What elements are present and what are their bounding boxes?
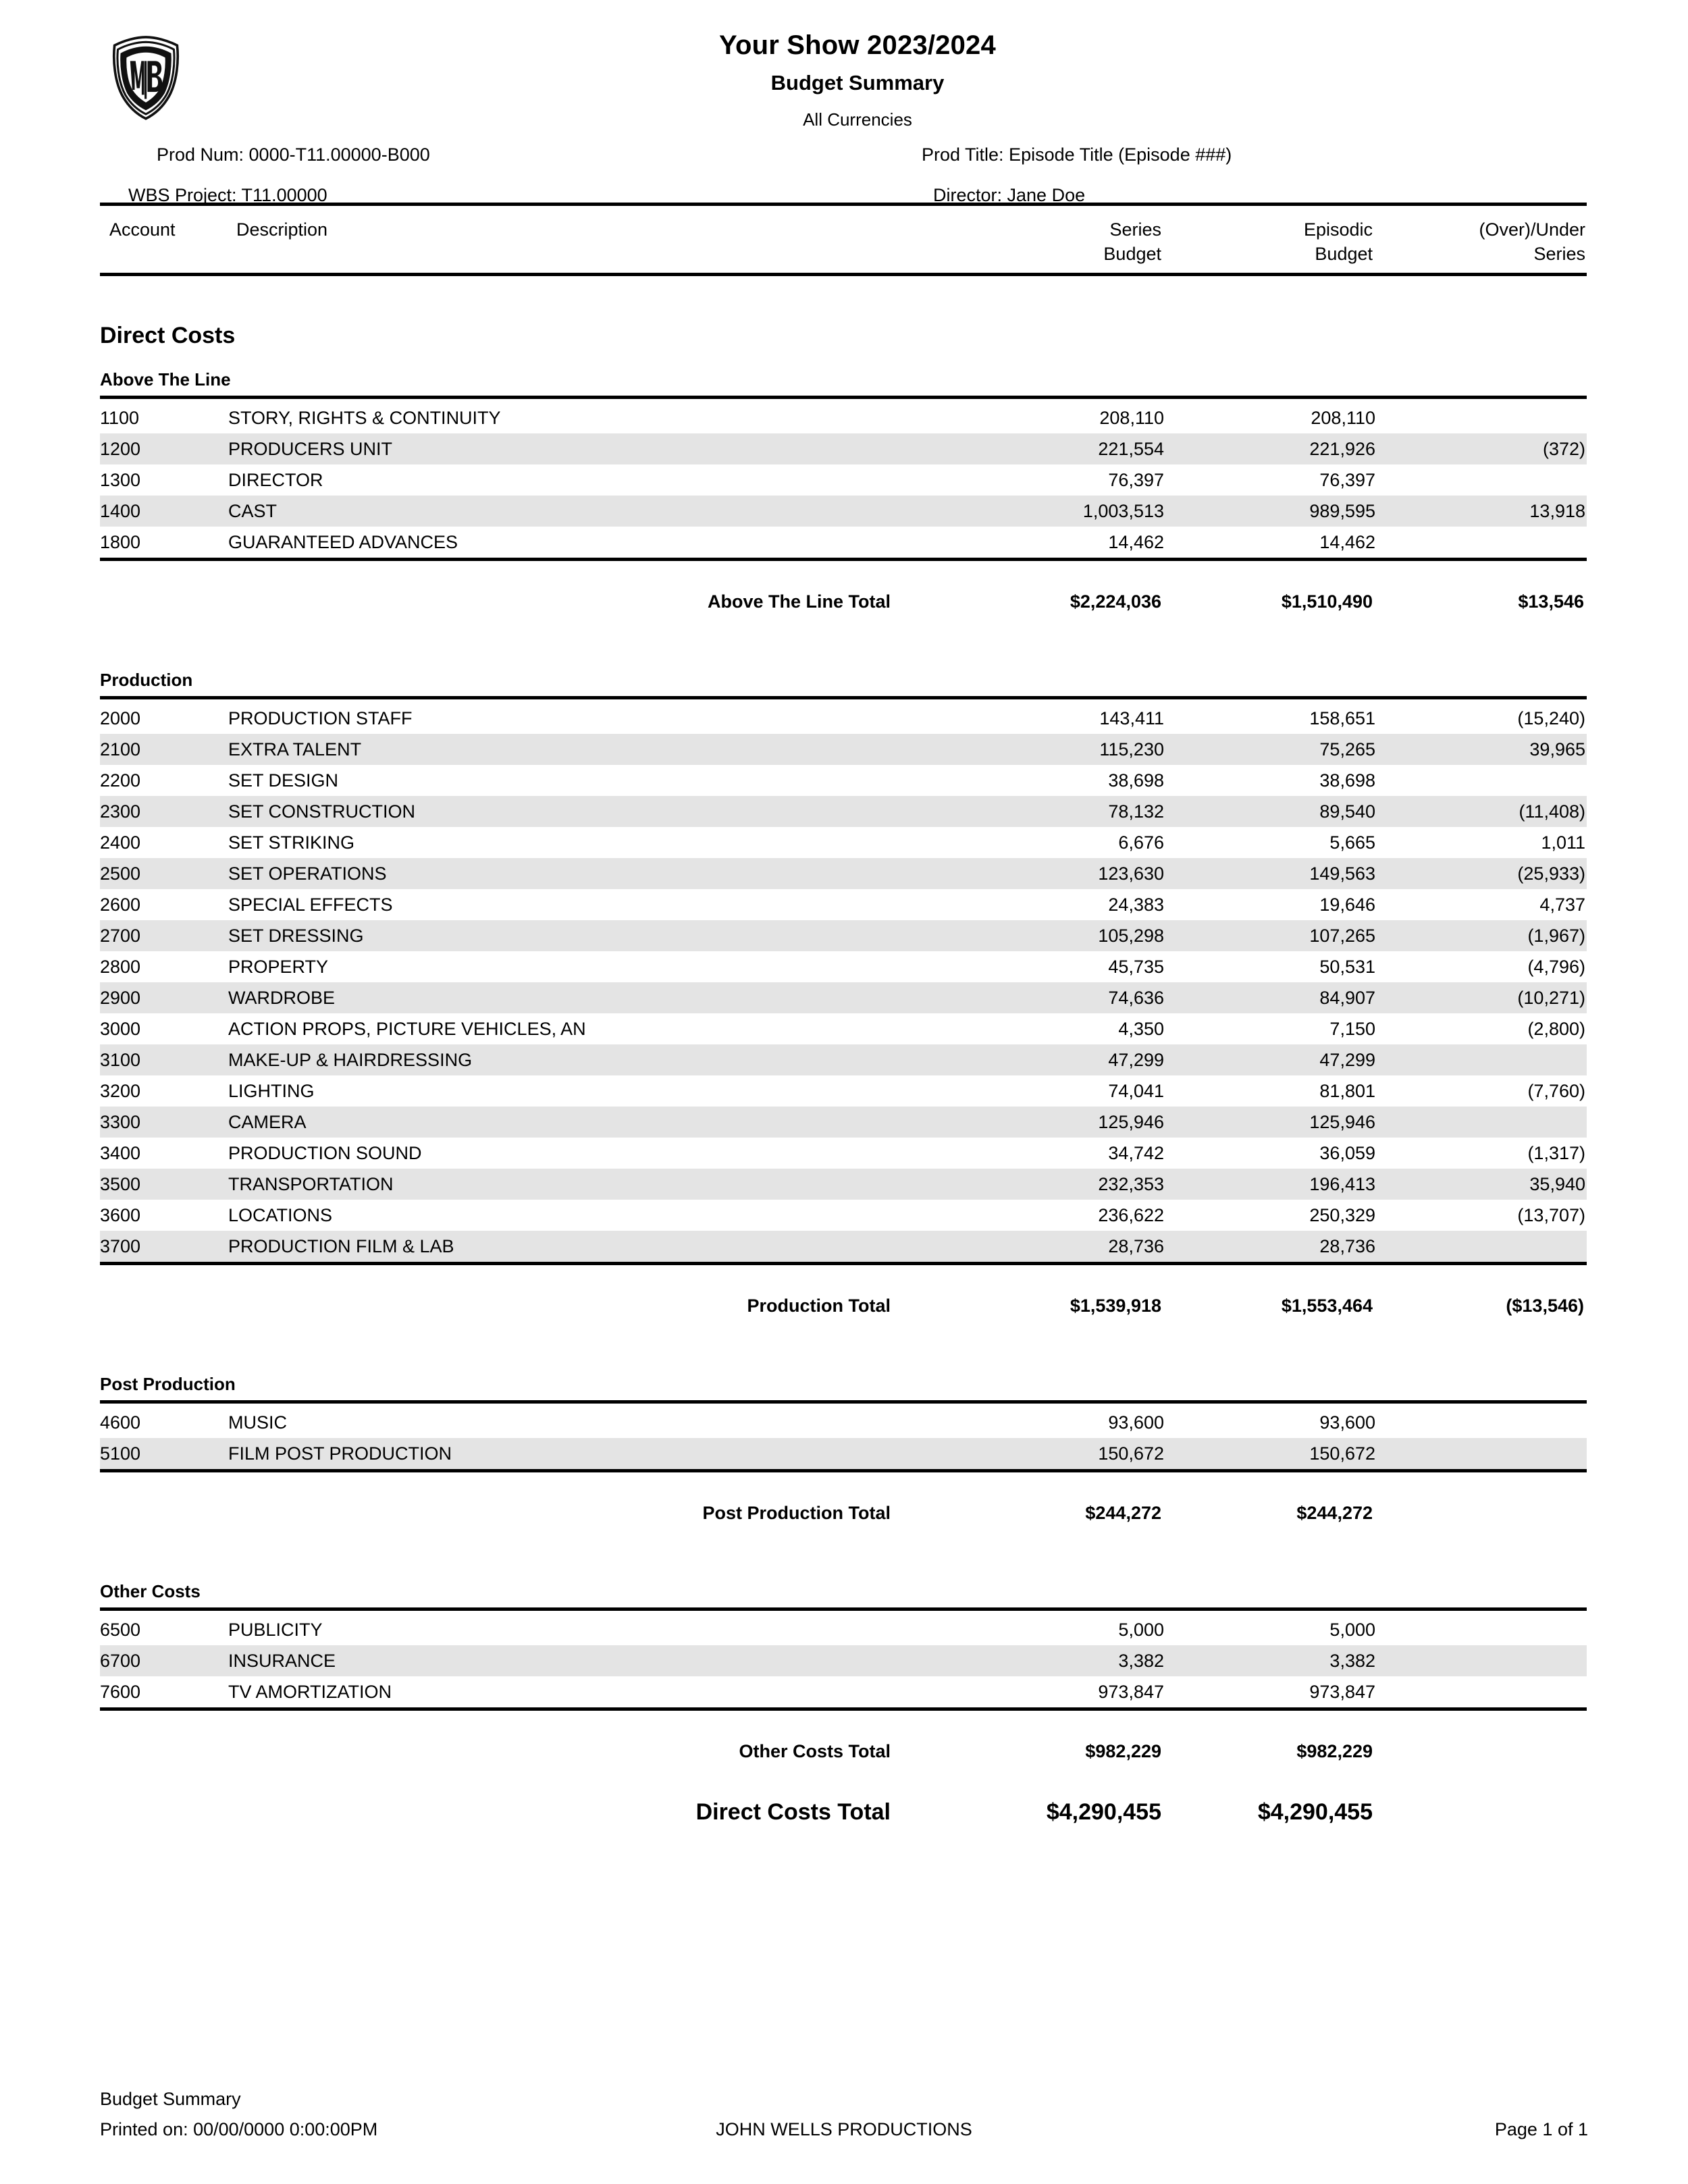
grand-total-over-under <box>1375 1778 1587 1838</box>
grand-total-row <box>100 1778 1587 1838</box>
cell-account: 2700 <box>100 920 228 951</box>
section-title-row <box>100 1350 1587 1402</box>
cell-over-under-series <box>1375 1614 1587 1645</box>
section-spacer <box>100 1332 1587 1350</box>
cell-over-under-series <box>1375 1676 1587 1709</box>
table-row <box>100 402 1587 433</box>
cell-over-under-series: (1,317) <box>1527 1142 1585 1163</box>
table-row <box>100 1645 1587 1676</box>
cell-description: STORY, RIGHTS & CONTINUITY <box>228 407 501 428</box>
cell-episodic-budget: 196,413 <box>1164 1169 1375 1200</box>
cell-account: 2500 <box>100 858 228 889</box>
section-total-label: Other Costs Total <box>739 1740 891 1761</box>
cell-account: 2800 <box>100 956 141 977</box>
cell-over-under-series: 35,940 <box>1375 1169 1587 1200</box>
table-row <box>100 1169 1587 1200</box>
wbs-project-label: WBS Project: T11.00000 <box>128 185 327 206</box>
section-total-label: Post Production Total <box>702 1502 891 1523</box>
cell-account: 1200 <box>100 433 228 464</box>
section-spacer <box>100 1539 1587 1557</box>
cell-account: 1400 <box>100 496 228 527</box>
section-total-series: $244,272 <box>1085 1502 1161 1523</box>
cell-series-budget: 3,382 <box>953 1645 1164 1676</box>
table-row <box>100 1013 1587 1044</box>
cell-over-under-series: (1,967) <box>1375 920 1587 951</box>
table-row <box>100 703 1587 734</box>
footer-printed-on: Printed on: 00/00/0000 0:00:00PM <box>100 2119 378 2139</box>
cell-episodic-budget: 107,265 <box>1164 920 1375 951</box>
cell-series-budget: 45,735 <box>1108 956 1164 977</box>
section-title-label: Other Costs <box>100 1581 201 1602</box>
cell-series-budget: 28,736 <box>953 1231 1164 1264</box>
cell-episodic-budget: 250,329 <box>1309 1204 1375 1225</box>
warner-bros-shield-logo-icon <box>105 35 187 122</box>
footer-company-name: JOHN WELLS PRODUCTIONS <box>716 2119 972 2139</box>
table-row <box>100 1676 1587 1709</box>
cell-episodic-budget: 5,000 <box>1329 1619 1375 1640</box>
cell-over-under-series: (13,707) <box>1517 1204 1585 1225</box>
cell-series-budget: 143,411 <box>1099 708 1164 728</box>
cell-description: PUBLICITY <box>228 1619 323 1640</box>
cell-series-budget: 4,350 <box>1118 1018 1164 1039</box>
cell-over-under-series: (25,933) <box>1375 858 1587 889</box>
cell-series-budget: 14,462 <box>1108 531 1164 552</box>
document-footer <box>0 2085 1688 2150</box>
footer-page-number: Page 1 of 1 <box>1494 2119 1588 2139</box>
cell-series-budget: 34,742 <box>1108 1142 1164 1163</box>
cell-description: GUARANTEED ADVANCES <box>228 531 458 552</box>
section-rule-top <box>100 1402 1587 1408</box>
cell-description: SET DRESSING <box>228 920 953 951</box>
section-rule-bottom <box>100 1471 1587 1476</box>
director-label: Director: Jane Doe <box>933 185 1086 206</box>
cell-account: 3500 <box>100 1169 228 1200</box>
cell-description: MAKE-UP & HAIRDRESSING <box>228 1044 953 1075</box>
cell-description: SET CONSTRUCTION <box>228 796 953 827</box>
table-row <box>100 734 1587 765</box>
cell-over-under-series <box>1375 402 1587 433</box>
footer-details <box>0 2119 1688 2149</box>
cell-description: FILM POST PRODUCTION <box>228 1438 953 1471</box>
cell-series-budget: 38,698 <box>1108 770 1164 791</box>
section-total-over-under <box>1375 1714 1587 1778</box>
cell-account: 6700 <box>100 1645 228 1676</box>
cell-description: LOCATIONS <box>228 1204 333 1225</box>
table-row <box>100 1200 1587 1231</box>
cell-account: 2400 <box>100 832 141 853</box>
cell-episodic-budget: 19,646 <box>1319 894 1375 915</box>
section-rule-bottom <box>100 1264 1587 1269</box>
cell-over-under-series <box>1375 1044 1587 1075</box>
cell-over-under-series: (7,760) <box>1527 1080 1585 1101</box>
cell-account: 3400 <box>100 1142 141 1163</box>
cell-series-budget: 24,383 <box>1108 894 1164 915</box>
cell-over-under-series: 4,737 <box>1539 894 1585 915</box>
currency-label: All Currencies <box>803 109 912 130</box>
section-total-row <box>100 1476 1587 1539</box>
page-subtitle: Budget Summary <box>770 71 945 95</box>
cell-description: EXTRA TALENT <box>228 734 953 765</box>
cell-series-budget: 208,110 <box>1099 407 1164 428</box>
table-row <box>100 1438 1587 1471</box>
cell-account: 5100 <box>100 1438 228 1471</box>
cell-over-under-series <box>1375 464 1587 496</box>
cell-episodic-budget: 989,595 <box>1164 496 1375 527</box>
cell-over-under-series <box>1375 765 1587 796</box>
cell-description: PRODUCTION SOUND <box>228 1142 422 1163</box>
footer-report-name: Budget Summary <box>100 2088 241 2109</box>
cell-series-budget: 221,554 <box>953 433 1164 464</box>
prod-title-label: Prod Title: Episode Title (Episode ###) <box>922 144 1232 165</box>
section-title-label: Production <box>100 670 193 691</box>
cell-account: 1300 <box>100 469 141 490</box>
table-row <box>100 796 1587 827</box>
meta-row-project <box>0 185 1688 213</box>
cell-series-budget: 232,353 <box>953 1169 1164 1200</box>
grand-total-series: $4,290,455 <box>1046 1799 1161 1825</box>
table-row <box>100 1107 1587 1138</box>
table-row <box>100 1044 1587 1075</box>
section-title-row <box>100 645 1587 698</box>
cell-description: DIRECTOR <box>228 469 323 490</box>
cell-series-budget: 93,600 <box>1108 1412 1164 1433</box>
cell-description: WARDROBE <box>228 982 953 1013</box>
cell-episodic-budget: 47,299 <box>1164 1044 1375 1075</box>
table-row <box>100 1407 1587 1438</box>
cell-series-budget: 74,636 <box>953 982 1164 1013</box>
grand-total-label: Direct Costs Total <box>695 1799 891 1825</box>
title-block <box>0 30 1688 130</box>
cell-over-under-series: (372) <box>1375 433 1587 464</box>
document-header <box>0 0 1688 206</box>
cell-episodic-budget: 149,563 <box>1164 858 1375 889</box>
section-total-row <box>100 1269 1587 1332</box>
cell-over-under-series: (2,800) <box>1527 1018 1585 1039</box>
cell-over-under-series <box>1375 1645 1587 1676</box>
cell-episodic-budget: 81,801 <box>1319 1080 1375 1101</box>
section-spacer <box>100 628 1587 645</box>
cell-over-under-series: 1,011 <box>1541 832 1585 853</box>
table-row <box>100 433 1587 464</box>
section-rule-bottom <box>100 1709 1587 1715</box>
cell-over-under-series: (10,271) <box>1375 982 1587 1013</box>
table-column-headers <box>100 211 1587 266</box>
cell-description: CAST <box>228 496 953 527</box>
cell-over-under-series: 39,965 <box>1375 734 1587 765</box>
group-title-row <box>100 275 1587 350</box>
cell-account: 3300 <box>100 1107 228 1138</box>
cell-episodic-budget: 50,531 <box>1319 956 1375 977</box>
cell-episodic-budget: 208,110 <box>1311 407 1375 428</box>
cell-series-budget: 76,397 <box>1108 469 1164 490</box>
cell-episodic-budget: 7,150 <box>1329 1018 1375 1039</box>
section-total-over-under <box>1375 1476 1587 1539</box>
cell-over-under-series <box>1375 1107 1587 1138</box>
section-total-label: Production Total <box>747 1295 891 1316</box>
cell-over-under-series: (15,240) <box>1517 708 1585 728</box>
cell-episodic-budget: 14,462 <box>1319 531 1375 552</box>
section-rule-top <box>100 698 1587 703</box>
table-row <box>100 1614 1587 1645</box>
cell-account: 1100 <box>100 407 140 428</box>
table-row <box>100 464 1587 496</box>
table-row <box>100 920 1587 951</box>
table-row <box>100 1075 1587 1107</box>
cell-description: SET DESIGN <box>228 770 339 791</box>
section-total-series: $2,224,036 <box>1070 591 1161 612</box>
section-rule-top <box>100 398 1587 403</box>
table-row <box>100 858 1587 889</box>
cell-description: PROPERTY <box>228 956 329 977</box>
cell-account: 2300 <box>100 796 228 827</box>
cell-series-budget: 123,630 <box>953 858 1164 889</box>
cell-account: 2200 <box>100 770 141 791</box>
cell-description: MUSIC <box>228 1412 287 1433</box>
cell-series-budget: 6,676 <box>1118 832 1164 853</box>
cell-series-budget: 105,298 <box>953 920 1164 951</box>
cell-series-budget: 47,299 <box>953 1044 1164 1075</box>
cell-episodic-budget: 5,665 <box>1329 832 1375 853</box>
cell-series-budget: 78,132 <box>953 796 1164 827</box>
cell-episodic-budget: 93,600 <box>1319 1412 1375 1433</box>
table-row <box>100 951 1587 982</box>
prod-num-label: Prod Num: 0000-T11.00000-B000 <box>157 144 430 165</box>
cell-episodic-budget: 84,907 <box>1164 982 1375 1013</box>
cell-over-under-series <box>1375 1438 1587 1471</box>
cell-over-under-series <box>1375 1407 1587 1438</box>
section-title-label: Post Production <box>100 1374 236 1395</box>
cell-series-budget: 115,230 <box>953 734 1164 765</box>
column-header-episodic-budget: Episodic Budget <box>1303 219 1373 264</box>
cell-account: 7600 <box>100 1681 141 1702</box>
table-row <box>100 496 1587 527</box>
cell-episodic-budget: 36,059 <box>1319 1142 1375 1163</box>
cell-episodic-budget: 221,926 <box>1164 433 1375 464</box>
cell-description: ACTION PROPS, PICTURE VEHICLES, AN <box>228 1018 586 1039</box>
table-row <box>100 982 1587 1013</box>
column-header-description: Description <box>236 219 328 240</box>
cell-over-under-series <box>1375 1231 1587 1264</box>
cell-series-budget: 150,672 <box>953 1438 1164 1471</box>
table-row <box>100 1138 1587 1169</box>
table-row <box>100 827 1587 858</box>
column-header-over-under-series: (Over)/Under Series <box>1479 219 1585 264</box>
cell-series-budget: 973,847 <box>1098 1681 1164 1702</box>
budget-table <box>100 203 1587 1838</box>
cell-description: TV AMORTIZATION <box>228 1681 392 1702</box>
cell-account: 2600 <box>100 894 141 915</box>
cell-episodic-budget: 89,540 <box>1164 796 1375 827</box>
cell-over-under-series <box>1375 527 1587 560</box>
section-title-row <box>100 349 1587 398</box>
table-row <box>100 889 1587 920</box>
section-rule-bottom <box>100 560 1587 565</box>
section-total-row <box>100 1714 1587 1778</box>
cell-episodic-budget: 76,397 <box>1319 469 1375 490</box>
cell-description: PRODUCERS UNIT <box>228 433 953 464</box>
table-row <box>100 527 1587 560</box>
section-title-row <box>100 1557 1587 1609</box>
cell-over-under-series: 13,918 <box>1375 496 1587 527</box>
cell-series-budget: 236,622 <box>1098 1204 1164 1225</box>
cell-account: 2100 <box>100 734 228 765</box>
cell-description: TRANSPORTATION <box>228 1169 953 1200</box>
cell-account: 2900 <box>100 982 228 1013</box>
cell-description: CAMERA <box>228 1107 953 1138</box>
cell-account: 3100 <box>100 1044 228 1075</box>
section-rule-top <box>100 1609 1587 1615</box>
section-title-label: Above The Line <box>100 369 231 390</box>
section-total-episodic: $1,553,464 <box>1281 1295 1373 1316</box>
budget-table-container <box>100 203 1587 1838</box>
cell-episodic-budget: 38,698 <box>1319 770 1375 791</box>
grand-total-episodic: $4,290,455 <box>1257 1799 1373 1825</box>
page-title: Your Show 2023/2024 <box>719 30 996 60</box>
cell-description: SET STRIKING <box>228 832 355 853</box>
meta-row-production <box>0 144 1688 173</box>
cell-episodic-budget: 150,672 <box>1164 1438 1375 1471</box>
section-total-label: Above The Line Total <box>707 591 891 612</box>
cell-account: 4600 <box>100 1412 141 1433</box>
cell-over-under-series: (11,408) <box>1375 796 1587 827</box>
cell-account: 6500 <box>100 1619 141 1640</box>
cell-account: 3000 <box>100 1018 141 1039</box>
section-total-over-under: ($13,546) <box>1506 1295 1584 1316</box>
group-title-label: Direct Costs <box>100 323 236 349</box>
cell-episodic-budget: 3,382 <box>1164 1645 1375 1676</box>
column-header-account: Account <box>109 219 176 240</box>
section-total-row <box>100 564 1587 628</box>
cell-series-budget: 74,041 <box>1108 1080 1164 1101</box>
cell-description: PRODUCTION FILM & LAB <box>228 1231 953 1264</box>
cell-episodic-budget: 158,651 <box>1309 708 1375 728</box>
cell-account: 3700 <box>100 1231 228 1264</box>
cell-account: 1800 <box>100 531 141 552</box>
cell-description: LIGHTING <box>228 1080 315 1101</box>
table-row <box>100 1231 1587 1264</box>
cell-episodic-budget: 125,946 <box>1164 1107 1375 1138</box>
cell-description: PRODUCTION STAFF <box>228 708 413 728</box>
cell-episodic-budget: 28,736 <box>1164 1231 1375 1264</box>
table-head-rule-bottom <box>100 266 1587 275</box>
cell-series-budget: 125,946 <box>953 1107 1164 1138</box>
cell-description: SPECIAL EFFECTS <box>228 894 393 915</box>
cell-episodic-budget: 75,265 <box>1164 734 1375 765</box>
cell-description: INSURANCE <box>228 1645 953 1676</box>
section-total-over-under: $13,546 <box>1518 591 1584 612</box>
cell-over-under-series: (4,796) <box>1527 956 1585 977</box>
column-header-series-budget: Series Budget <box>1103 219 1161 264</box>
section-total-series: $1,539,918 <box>1070 1295 1161 1316</box>
section-total-episodic: $1,510,490 <box>1281 591 1373 612</box>
section-total-episodic: $982,229 <box>1296 1740 1373 1761</box>
cell-episodic-budget: 973,847 <box>1309 1681 1375 1702</box>
section-total-series: $982,229 <box>1085 1740 1161 1761</box>
cell-account: 3200 <box>100 1080 141 1101</box>
cell-account: 2000 <box>100 708 141 728</box>
cell-account: 3600 <box>100 1204 141 1225</box>
cell-series-budget: 1,003,513 <box>953 496 1164 527</box>
cell-series-budget: 5,000 <box>1118 1619 1164 1640</box>
cell-description: SET OPERATIONS <box>228 858 953 889</box>
section-total-episodic: $244,272 <box>1296 1502 1373 1523</box>
table-row <box>100 765 1587 796</box>
